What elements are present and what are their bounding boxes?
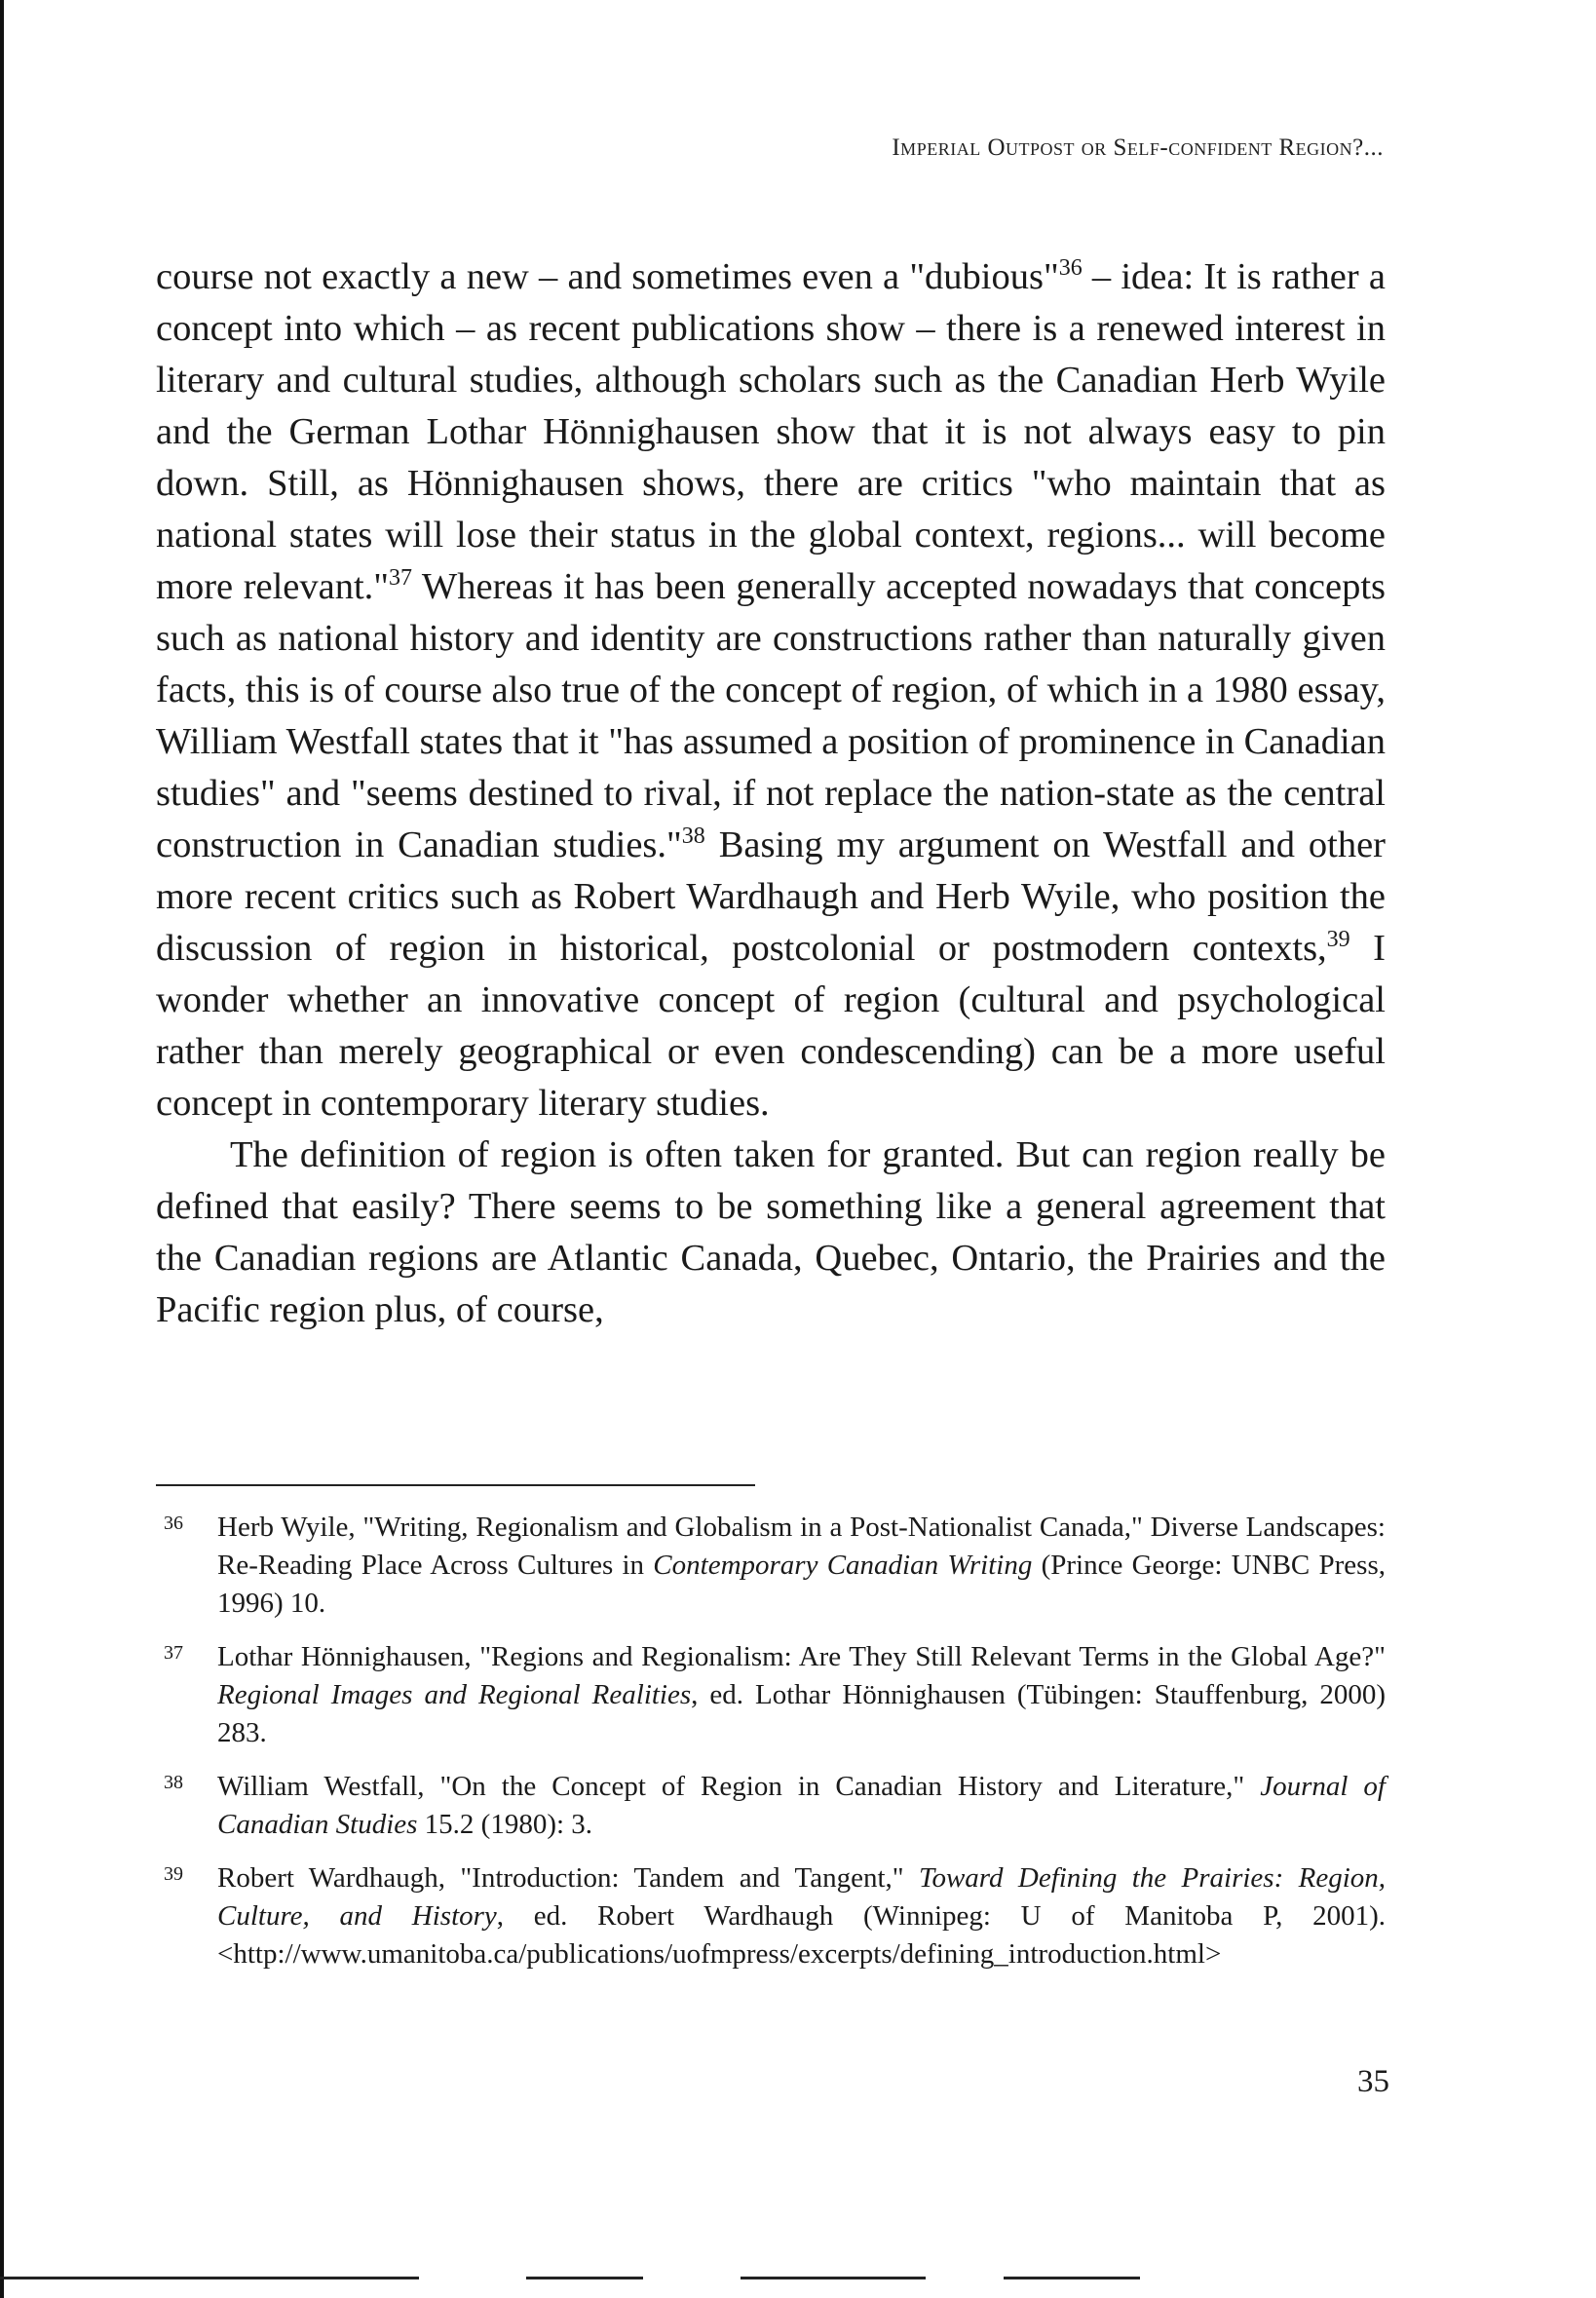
footnotes xyxy=(156,1509,1386,1989)
footnote-ref-37[interactable]: 37 xyxy=(389,565,413,591)
footnote-number: 39 xyxy=(164,1863,183,1885)
footnote-37: 37 Lothar Hönnighausen, "Regions and Regionalism: Are They Still Relevant Terms in the Global Age?" Regional Images and Regional Realities, ed. Lothar Hönnighausen (Tübingen: Stauffenburg, 2000) 283. xyxy=(156,1638,1386,1752)
scan-edge-rule xyxy=(1004,2277,1140,2279)
footnote-number: 36 xyxy=(164,1513,183,1534)
scan-edge-rule xyxy=(526,2277,643,2279)
footnote-39: 39 Robert Wardhaugh, "Introduction: Tandem and Tangent," Toward Defining the Prairies: Region, Culture, and History, ed. Robert Wardhaugh (Winnipeg: U of Manitoba P, 2001). <http://www.umanitoba.ca/publications/uofmpress/excerpts/defining_introduction.html> xyxy=(156,1859,1386,1973)
footnote-ref-38[interactable]: 38 xyxy=(681,823,705,849)
body-text xyxy=(156,251,1386,1336)
page-number: 35 xyxy=(1357,2064,1389,2099)
body-paragraph-2: The definition of region is often taken for granted. But can region really be defined that easily? There seems to be something like a general agreement that the Canadian regions are Atlantic Canada, Quebec, Ontario, the Prairies and the Pacific region plus, of course, xyxy=(156,1134,1386,1330)
scan-edge-rule xyxy=(0,2277,419,2279)
footnote-number: 38 xyxy=(164,1772,183,1793)
footnote-ref-39[interactable]: 39 xyxy=(1326,927,1350,952)
footnote-38: 38 William Westfall, "On the Concept of Region in Canadian History and Literature," Journal of Canadian Studies 15.2 (1980): 3. xyxy=(156,1768,1386,1844)
footnote-number: 37 xyxy=(164,1642,183,1664)
footnote-separator xyxy=(156,1484,755,1486)
footnote-ref-36[interactable]: 36 xyxy=(1058,255,1083,281)
running-head: Imperial Outpost or Self-confident Region?... xyxy=(892,134,1384,161)
left-edge-rule xyxy=(0,0,4,2298)
body-paragraph-1: course not exactly a new – and sometimes even a "dubious"$^{36}$ – idea: It is rather a concept into which – as recent publications show – there is a renewed interest in literary and cultural studies, although scholars such as the Canadian Herb Wyile and the German Lothar Hönnighausen show that it is not always easy to pin down. Still, as Hönnighausen shows, there are critics "who maintain that as national states will lose their status in the global context, regions... will become more relevant."$^{37}$ Whereas it has been generally accepted nowadays that concepts such as national history and identity are constructions rather than naturally given facts, this is of course also true of the concept of region, of which in a 1980 essay, William Westfall states that it "has assumed a position of prominence in Canadian studies" and "seems destined to rival, if not replace the nation-state as the central construction in Canadian studies."$^{38}$ Basing my argument on Westfall and other more recent critics such as Robert Wardhaugh and Herb Wyile, who position the discussion of region in historical, postcolonial or postmodern contexts,$^{39}$ I wonder whether an innovative concept of region (cultural and psychological rather than merely geographical or even condescending) can be a more useful concept in contemporary literary studies. xyxy=(156,255,1386,1124)
footnote-36: 36 Herb Wyile, "Writing, Regionalism and Globalism in a Post-Nationalist Canada," Diverse Landscapes: Re-Reading Place Across Cultures in Contemporary Canadian Writing (Prince George: UNBC Press, 1996) 10. xyxy=(156,1509,1386,1623)
scan-edge-rule xyxy=(741,2277,926,2279)
